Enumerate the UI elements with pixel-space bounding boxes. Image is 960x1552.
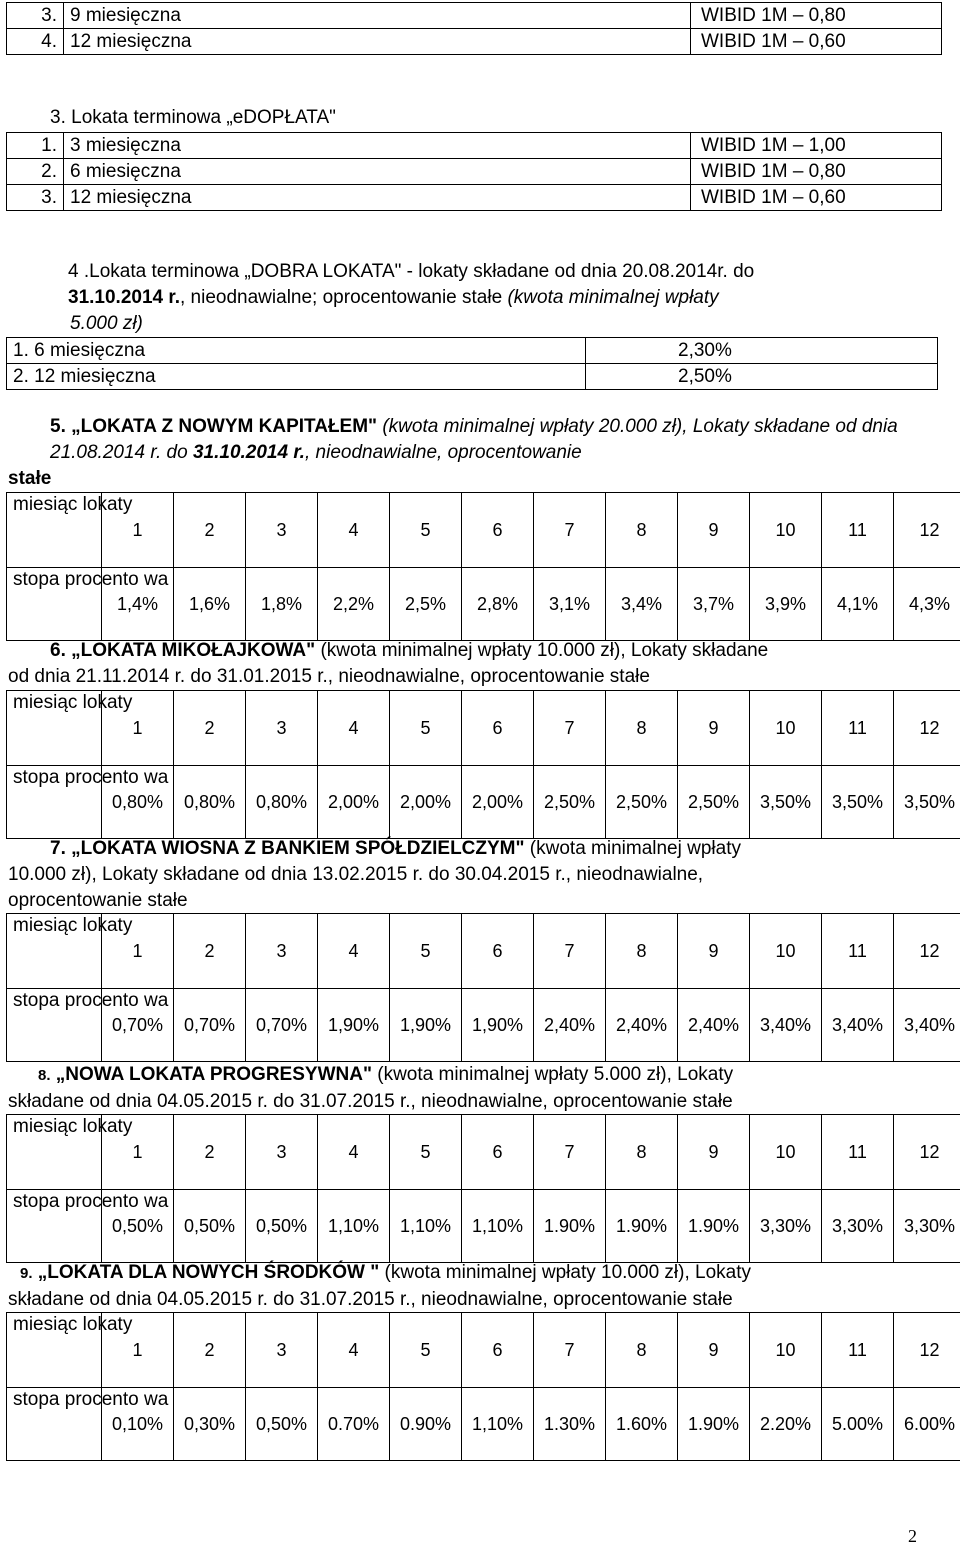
rate-cell: 3,30% [894, 1190, 960, 1263]
rate-cell: 2,50% [678, 766, 750, 839]
table-row [7, 766, 960, 839]
rate-cell: 2,00% [462, 766, 534, 839]
section-5-rate-table [6, 492, 960, 641]
rate-cell: 1.90% [678, 1190, 750, 1263]
rate-cell: 0.70% [318, 1388, 390, 1461]
deposit-rate: WIBID 1M – 0,80 [691, 3, 942, 29]
month-cell: 12 [894, 914, 960, 989]
month-cell: 3 [246, 493, 318, 568]
month-cell: 7 [534, 1115, 606, 1190]
month-cell: 4 [318, 1313, 390, 1388]
month-cell: 8 [606, 1313, 678, 1388]
month-cell: 6 [462, 1313, 534, 1388]
rate-cell: 3,7% [678, 568, 750, 641]
rate-cell: 0,50% [174, 1190, 246, 1263]
table-row [7, 3, 942, 29]
table-row [7, 989, 960, 1062]
deposit-rate: 2,50% [586, 364, 938, 390]
rate-cell: 2,5% [390, 568, 462, 641]
rate-cell: 1.90% [678, 1388, 750, 1461]
deposit-rate: WIBID 1M – 1,00 [691, 133, 942, 159]
month-cell: 5 [390, 1115, 462, 1190]
section-4-title-line2: 31.10.2014 r., nieodnawialne; oprocentowanie stałe (kwota minimalnej wpłaty [68, 287, 719, 308]
month-cell: 5 [390, 1313, 462, 1388]
month-cell: 7 [534, 1313, 606, 1388]
month-cell: 12 [894, 493, 960, 568]
section-9-title: 9. „LOKATA DLA NOWYCH ŚRODKÓW " (kwota minimalnej wpłaty 10.000 zł), Lokaty składane od dnia 04.05.2015 r. do 31.07.2015 r., nieodnawialne, oprocentowanie stałe [8, 1262, 751, 1310]
deposit-rate: WIBID 1M – 0,60 [691, 185, 942, 211]
rate-cell: 2,2% [318, 568, 390, 641]
months-label: miesiąc lokaty [7, 493, 102, 568]
section-7-title: 7. „LOKATA WIOSNA Z BANKIEM SPÓŁDZIELCZYM" (kwota minimalnej wpłaty 10.000 zł), Lokaty składane od dnia 13.02.2015 r. do 30.04.2015 r., nieodnawialne, oprocentowanie stałe [8, 838, 741, 911]
month-cell: 8 [606, 493, 678, 568]
months-label: miesiąc lokaty [7, 914, 102, 989]
month-cell: 2 [174, 914, 246, 989]
page-number: 2 [908, 1526, 917, 1546]
row-number: 3. [7, 185, 64, 211]
month-cell: 12 [894, 691, 960, 766]
rate-cell: 1,8% [246, 568, 318, 641]
rate-cell: 2,50% [606, 766, 678, 839]
month-cell: 7 [534, 691, 606, 766]
rate-cell: 1,10% [390, 1190, 462, 1263]
rate-cell: 2,00% [318, 766, 390, 839]
rate-cell: 0,50% [246, 1190, 318, 1263]
rate-cell: 0,30% [174, 1388, 246, 1461]
rate-cell: 6.00% [894, 1388, 960, 1461]
section-6-rate-table [6, 690, 960, 839]
deposit-term: 12 miesięczna [64, 29, 691, 55]
month-cell: 2 [174, 691, 246, 766]
rate-cell: 1.30% [534, 1388, 606, 1461]
month-cell: 6 [462, 1115, 534, 1190]
month-cell: 11 [822, 914, 894, 989]
rate-cell: 0,70% [246, 989, 318, 1062]
rate-cell: 0,50% [246, 1388, 318, 1461]
month-cell: 10 [750, 691, 822, 766]
rate-cell: 3,40% [750, 989, 822, 1062]
rate-cell: 3,50% [894, 766, 960, 839]
month-cell: 3 [246, 914, 318, 989]
section-8-title: 8. „NOWA LOKATA PROGRESYWNA" (kwota minimalnej wpłaty 5.000 zł), Lokaty składane od dnia 04.05.2015 r. do 31.07.2015 r., nieodnawialne, oprocentowanie stałe [8, 1064, 734, 1112]
section-3-title: 3. Lokata terminowa „eDOPŁATA" [50, 107, 336, 128]
rate-cell: 3,40% [822, 989, 894, 1062]
rate-cell: 1,90% [318, 989, 390, 1062]
rate-cell: 1.90% [606, 1190, 678, 1263]
rate-cell: 3,50% [750, 766, 822, 839]
deposit-term: 9 miesięczna [64, 3, 691, 29]
rate-cell: 3,30% [750, 1190, 822, 1263]
section-7-rate-table [6, 913, 960, 1062]
rate-cell: 2,00% [390, 766, 462, 839]
deposit-term: 1. 6 miesięczna [7, 338, 586, 364]
month-cell: 2 [174, 1313, 246, 1388]
rate-label: stopa procento wa [7, 989, 102, 1062]
rate-cell: 2,40% [678, 989, 750, 1062]
table-row [7, 493, 960, 568]
rate-cell: 2,40% [606, 989, 678, 1062]
section-4-table [6, 337, 938, 390]
month-cell: 10 [750, 493, 822, 568]
month-cell: 6 [462, 691, 534, 766]
month-cell: 2 [174, 493, 246, 568]
table-row [7, 1313, 960, 1388]
rate-cell: 1.90% [534, 1190, 606, 1263]
section-5-title: 5. „LOKATA Z NOWYM KAPITAŁEM" (kwota minimalnej wpłaty 20.000 zł), Lokaty składane od dnia 21.08.2014 r. do 31.10.2014 r., nieodnawialne, oprocentowanie stałe [8, 416, 898, 489]
month-cell: 3 [246, 691, 318, 766]
month-cell: 1 [102, 493, 174, 568]
rate-cell: 3,1% [534, 568, 606, 641]
rate-cell: 2.20% [750, 1388, 822, 1461]
month-cell: 9 [678, 914, 750, 989]
month-cell: 5 [390, 493, 462, 568]
section-8-rate-table [6, 1114, 960, 1263]
row-number: 4. [7, 29, 64, 55]
table-row [7, 29, 942, 55]
rate-cell: 3,30% [822, 1190, 894, 1263]
rate-cell: 1,6% [174, 568, 246, 641]
month-cell: 11 [822, 493, 894, 568]
month-cell: 4 [318, 1115, 390, 1190]
month-cell: 1 [102, 691, 174, 766]
month-cell: 6 [462, 914, 534, 989]
month-cell: 1 [102, 1313, 174, 1388]
rate-cell: 1,90% [390, 989, 462, 1062]
table-row [7, 185, 942, 211]
rate-cell: 1,10% [462, 1190, 534, 1263]
table-row [7, 1115, 960, 1190]
rate-cell: 3,4% [606, 568, 678, 641]
rate-cell: 3,9% [750, 568, 822, 641]
rate-cell: 0,80% [174, 766, 246, 839]
rate-cell: 4,1% [822, 568, 894, 641]
month-cell: 12 [894, 1313, 960, 1388]
section-6-title: 6. „LOKATA MIKOŁAJKOWA" (kwota minimalnej wpłaty 10.000 zł), Lokaty składane od dnia 21.11.2014 r. do 31.01.2015 r., nieodnawialne, oprocentowanie stałe [8, 640, 769, 687]
month-cell: 5 [390, 914, 462, 989]
rate-cell: 3,40% [894, 989, 960, 1062]
deposit-rate: WIBID 1M – 0,80 [691, 159, 942, 185]
rate-cell: 2,40% [534, 989, 606, 1062]
rate-label: stopa procento wa [7, 1190, 102, 1263]
section-9-rate-table [6, 1312, 960, 1461]
rate-cell: 1,90% [462, 989, 534, 1062]
month-cell: 4 [318, 914, 390, 989]
rate-cell: 4,3% [894, 568, 960, 641]
month-cell: 7 [534, 914, 606, 989]
deposit-term: 3 miesięczna [64, 133, 691, 159]
deposit-rate: 2,30% [586, 338, 938, 364]
rate-cell: 1.60% [606, 1388, 678, 1461]
top-rate-table [6, 2, 942, 55]
section-3-table [6, 132, 942, 211]
table-row [7, 914, 960, 989]
month-cell: 4 [318, 691, 390, 766]
rate-cell: 0,80% [102, 766, 174, 839]
rate-cell: 5.00% [822, 1388, 894, 1461]
rate-cell: 0,50% [102, 1190, 174, 1263]
month-cell: 5 [390, 691, 462, 766]
months-label: miesiąc lokaty [7, 691, 102, 766]
section-4-title [68, 259, 948, 337]
rate-cell: 1,10% [318, 1190, 390, 1263]
month-cell: 9 [678, 691, 750, 766]
month-cell: 3 [246, 1115, 318, 1190]
month-cell: 10 [750, 914, 822, 989]
month-cell: 4 [318, 493, 390, 568]
month-cell: 8 [606, 914, 678, 989]
rate-label: stopa procento wa [7, 766, 102, 839]
row-number: 1. [7, 133, 64, 159]
rate-cell: 1,10% [462, 1388, 534, 1461]
rate-cell: 1,4% [102, 568, 174, 641]
section-4-title-line3: 5.000 zł) [70, 313, 143, 334]
table-row [7, 364, 938, 390]
month-cell: 3 [246, 1313, 318, 1388]
rate-cell: 0.90% [390, 1388, 462, 1461]
rate-label: stopa procento wa [7, 1388, 102, 1461]
month-cell: 9 [678, 1313, 750, 1388]
deposit-term: 12 miesięczna [64, 185, 691, 211]
table-row [7, 133, 942, 159]
months-label: miesiąc lokaty [7, 1313, 102, 1388]
month-cell: 6 [462, 493, 534, 568]
rate-cell: 0,80% [246, 766, 318, 839]
month-cell: 7 [534, 493, 606, 568]
rate-cell: 2,50% [534, 766, 606, 839]
row-number: 2. [7, 159, 64, 185]
table-row [7, 1190, 960, 1263]
deposit-rate: WIBID 1M – 0,60 [691, 29, 942, 55]
section-4-title-line1: 4 .Lokata terminowa „DOBRA LOKATA" - lokaty składane od dnia 20.08.2014r. do [68, 261, 755, 282]
month-cell: 11 [822, 1115, 894, 1190]
month-cell: 12 [894, 1115, 960, 1190]
month-cell: 10 [750, 1313, 822, 1388]
deposit-term: 6 miesięczna [64, 159, 691, 185]
deposit-term: 2. 12 miesięczna [7, 364, 586, 390]
month-cell: 10 [750, 1115, 822, 1190]
month-cell: 11 [822, 691, 894, 766]
row-number: 3. [7, 3, 64, 29]
month-cell: 8 [606, 1115, 678, 1190]
month-cell: 9 [678, 493, 750, 568]
table-row [7, 691, 960, 766]
table-row [7, 338, 938, 364]
month-cell: 1 [102, 1115, 174, 1190]
table-row [7, 568, 960, 641]
months-label: miesiąc lokaty [7, 1115, 102, 1190]
rate-cell: 3,50% [822, 766, 894, 839]
month-cell: 8 [606, 691, 678, 766]
rate-cell: 0,10% [102, 1388, 174, 1461]
table-row [7, 159, 942, 185]
month-cell: 1 [102, 914, 174, 989]
rate-label: stopa procento wa [7, 568, 102, 641]
table-row [7, 1388, 960, 1461]
rate-cell: 0,70% [102, 989, 174, 1062]
month-cell: 2 [174, 1115, 246, 1190]
rate-cell: 0,70% [174, 989, 246, 1062]
rate-cell: 2,8% [462, 568, 534, 641]
month-cell: 11 [822, 1313, 894, 1388]
month-cell: 9 [678, 1115, 750, 1190]
